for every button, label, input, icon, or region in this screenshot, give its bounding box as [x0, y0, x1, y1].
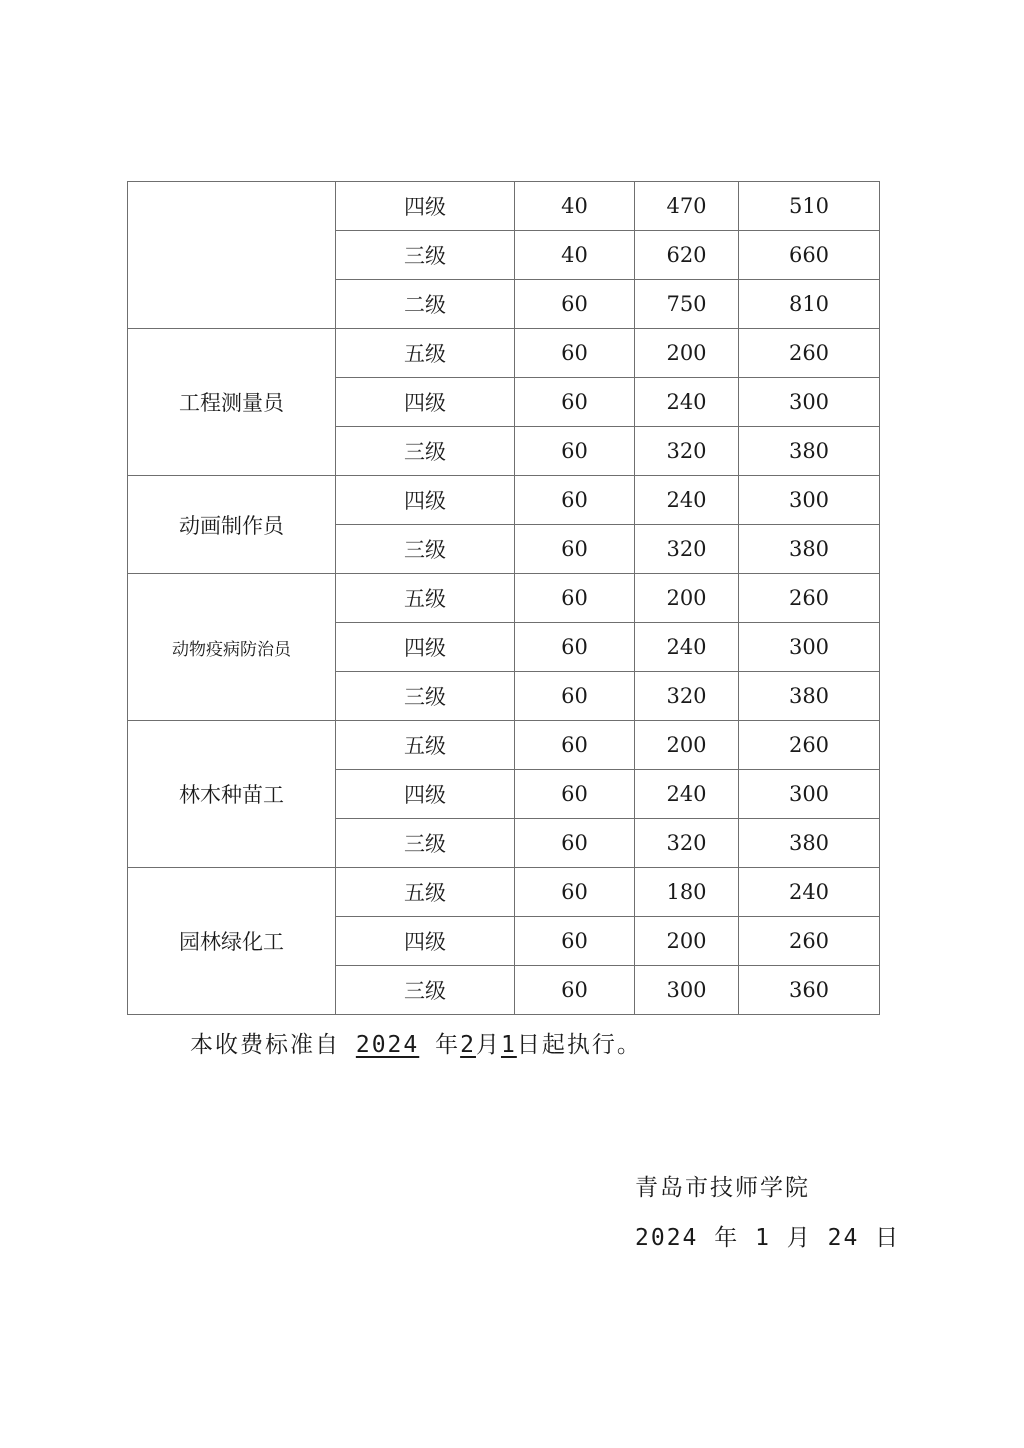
level-cell: 三级 — [336, 966, 515, 1015]
note-day-suffix: 日起执行。 — [516, 1032, 642, 1058]
fee-cell-2: 240 — [635, 623, 739, 672]
effective-date-note — [190, 1026, 642, 1059]
fee-cell-2: 470 — [635, 182, 739, 231]
fee-cell-3: 260 — [739, 329, 880, 378]
occupation-cell: 工程测量员 — [128, 329, 336, 476]
signature-organization: 青岛市技师学院 — [635, 1175, 810, 1201]
table-row — [128, 574, 880, 623]
fee-cell-2: 300 — [635, 966, 739, 1015]
level-cell: 五级 — [336, 868, 515, 917]
level-cell: 四级 — [336, 623, 515, 672]
level-cell: 四级 — [336, 917, 515, 966]
occupation-cell: 林木种苗工 — [128, 721, 336, 868]
table-row — [128, 868, 880, 917]
fee-cell-3: 240 — [739, 868, 880, 917]
note-month-suffix: 月 — [475, 1032, 501, 1058]
fee-cell-2: 750 — [635, 280, 739, 329]
fee-cell-3: 380 — [739, 672, 880, 721]
fee-cell-2: 320 — [635, 819, 739, 868]
fee-cell-2: 200 — [635, 329, 739, 378]
fee-cell-2: 180 — [635, 868, 739, 917]
fee-cell-2: 620 — [635, 231, 739, 280]
fee-table — [127, 181, 880, 1015]
table-row — [128, 329, 880, 378]
fee-cell-3: 260 — [739, 574, 880, 623]
note-prefix: 本收费标准自 — [190, 1032, 340, 1058]
fee-cell-1: 60 — [515, 966, 635, 1015]
signature-block — [635, 1170, 900, 1270]
fee-cell-1: 60 — [515, 819, 635, 868]
fee-cell-1: 60 — [515, 427, 635, 476]
fee-cell-2: 320 — [635, 525, 739, 574]
fee-cell-3: 300 — [739, 378, 880, 427]
fee-cell-1: 60 — [515, 525, 635, 574]
table-row — [128, 721, 880, 770]
fee-cell-3: 260 — [739, 917, 880, 966]
fee-table-body — [128, 182, 880, 1015]
fee-cell-1: 60 — [515, 917, 635, 966]
fee-cell-3: 300 — [739, 476, 880, 525]
fee-cell-3: 810 — [739, 280, 880, 329]
fee-cell-2: 200 — [635, 574, 739, 623]
fee-cell-1: 60 — [515, 329, 635, 378]
fee-cell-3: 510 — [739, 182, 880, 231]
fee-cell-1: 60 — [515, 868, 635, 917]
fee-cell-1: 60 — [515, 476, 635, 525]
table-row — [128, 476, 880, 525]
level-cell: 五级 — [336, 329, 515, 378]
fee-cell-3: 300 — [739, 770, 880, 819]
fee-cell-2: 240 — [635, 378, 739, 427]
level-cell: 二级 — [336, 280, 515, 329]
fee-cell-2: 240 — [635, 770, 739, 819]
fee-cell-1: 60 — [515, 770, 635, 819]
fee-cell-1: 60 — [515, 672, 635, 721]
occupation-cell — [128, 182, 336, 329]
level-cell: 五级 — [336, 574, 515, 623]
note-day: 1 — [500, 1032, 517, 1058]
note-month: 2 — [460, 1032, 476, 1058]
fee-cell-2: 320 — [635, 427, 739, 476]
fee-cell-1: 60 — [515, 378, 635, 427]
level-cell: 四级 — [336, 476, 515, 525]
fee-cell-1: 60 — [515, 574, 635, 623]
fee-cell-3: 380 — [739, 819, 880, 868]
fee-cell-3: 360 — [739, 966, 880, 1015]
occupation-cell: 动物疫病防治员 — [128, 574, 336, 721]
occupation-cell: 园林绿化工 — [128, 868, 336, 1015]
fee-cell-1: 40 — [515, 231, 635, 280]
level-cell: 三级 — [336, 819, 515, 868]
level-cell: 三级 — [336, 427, 515, 476]
fee-cell-2: 320 — [635, 672, 739, 721]
signature-date: 2024 年 1 月 24 日 — [635, 1225, 901, 1251]
level-cell: 四级 — [336, 770, 515, 819]
fee-cell-1: 60 — [515, 623, 635, 672]
fee-cell-3: 260 — [739, 721, 880, 770]
fee-cell-3: 300 — [739, 623, 880, 672]
note-year-suffix: 年 — [435, 1032, 461, 1058]
fee-cell-1: 40 — [515, 182, 635, 231]
level-cell: 三级 — [336, 672, 515, 721]
fee-cell-3: 380 — [739, 525, 880, 574]
table-row — [128, 182, 880, 231]
note-year: 2024 — [355, 1032, 420, 1058]
occupation-cell: 动画制作员 — [128, 476, 336, 574]
fee-cell-3: 380 — [739, 427, 880, 476]
level-cell: 五级 — [336, 721, 515, 770]
level-cell: 四级 — [336, 378, 515, 427]
level-cell: 四级 — [336, 182, 515, 231]
fee-cell-2: 200 — [635, 917, 739, 966]
fee-cell-1: 60 — [515, 721, 635, 770]
fee-cell-1: 60 — [515, 280, 635, 329]
level-cell: 三级 — [336, 231, 515, 280]
level-cell: 三级 — [336, 525, 515, 574]
fee-cell-3: 660 — [739, 231, 880, 280]
fee-cell-2: 240 — [635, 476, 739, 525]
fee-cell-2: 200 — [635, 721, 739, 770]
